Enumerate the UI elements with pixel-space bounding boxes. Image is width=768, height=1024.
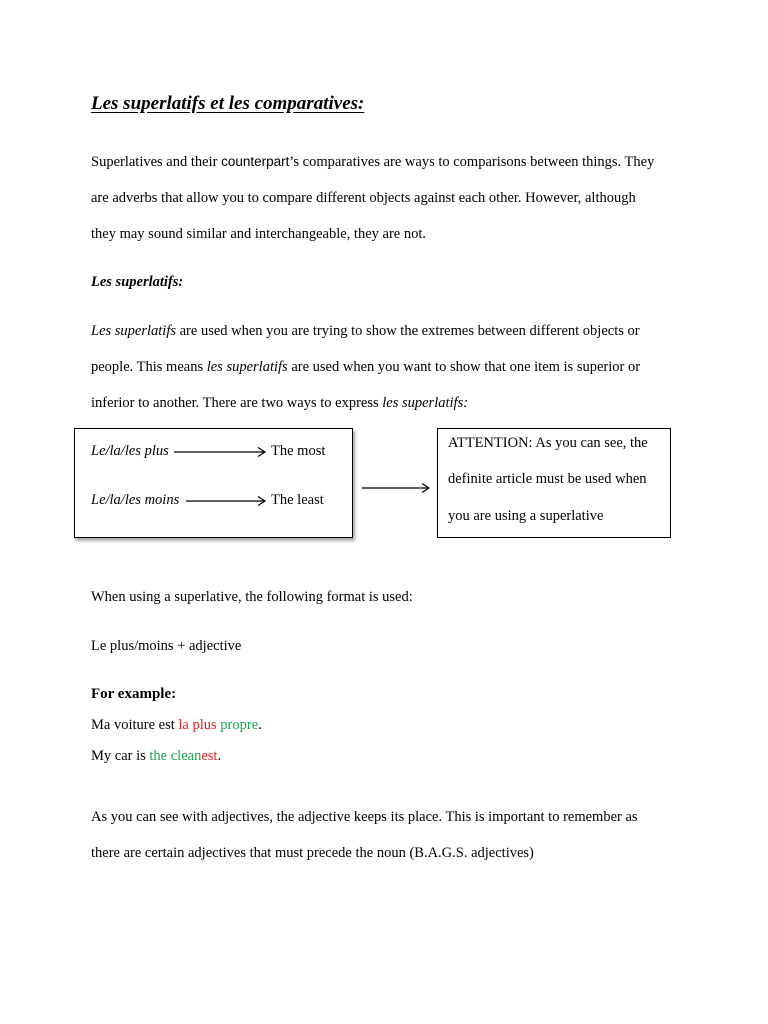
closing-line-2: there are certain adjectives that must precede the noun (B.A.G.S. adjectives) [91,845,534,861]
example-period: . [258,717,262,733]
highlight-article: la plus [178,717,217,733]
closing-line-1: As you can see with adjectives, the adjective keeps its place. This is important to remember as [91,809,638,825]
term-superlatifs: les superlatifs [206,359,288,375]
attention-box [437,428,671,538]
form-plus-fr: Le/la/les plus [91,443,169,459]
format-intro: When using a superlative, the following format is used: [91,589,413,605]
arrow-right-icon [186,495,269,507]
superlative-forms-box [74,428,353,538]
attention-line-3: you are using a superlative [448,508,604,524]
example-period: . [217,748,222,764]
para-text: are used when you want to show that one item is superior or [287,359,641,375]
highlight-adjective: propre [220,717,259,733]
form-plus-en: The most [271,443,326,459]
intro-line-3: they may sound similar and interchangeable, they are not. [91,226,427,242]
section-heading: Les superlatifs: [91,274,184,290]
intro-text: Superlatives and their [91,154,222,170]
form-moins-en: The least [271,492,324,508]
intro-text: ’s comparatives are ways to comparisons between things. They [289,154,655,170]
highlight-adjective: the clean [149,748,202,764]
arrow-right-icon [174,446,269,458]
intro-line-2: are adverbs that allow you to compare different objects against each other. However, although [91,190,636,206]
superlatifs-line-2 [91,358,640,376]
superlatifs-line-1 [91,322,640,340]
example-text: My car is [91,748,150,764]
para-text: inferior to another. There are two ways to express [91,395,383,411]
attention-line-1: ATTENTION: As you can see, the [448,435,648,451]
example-heading: For example: [91,686,177,702]
example-english [91,747,221,765]
intro-counterpart: counterpart [221,154,290,169]
arrow-right-icon [362,481,434,495]
para-text: are used when you are trying to show the extremes between different objects or [176,323,640,339]
page-title: Les superlatifs et les comparatives: [91,93,365,114]
highlight-suffix: est [201,748,218,764]
term-superlatifs: Les superlatifs [91,323,176,339]
para-text: people. This means [91,359,207,375]
intro-line-1 [91,153,654,171]
superlatifs-line-3 [91,394,468,412]
example-text: Ma voiture est [91,717,179,733]
example-french [91,716,262,734]
attention-line-2: definite article must be used when [448,471,647,487]
term-superlatifs: les superlatifs: [382,395,469,411]
form-moins-fr: Le/la/les moins [91,492,180,508]
format-rule: Le plus/moins + adjective [91,638,242,654]
